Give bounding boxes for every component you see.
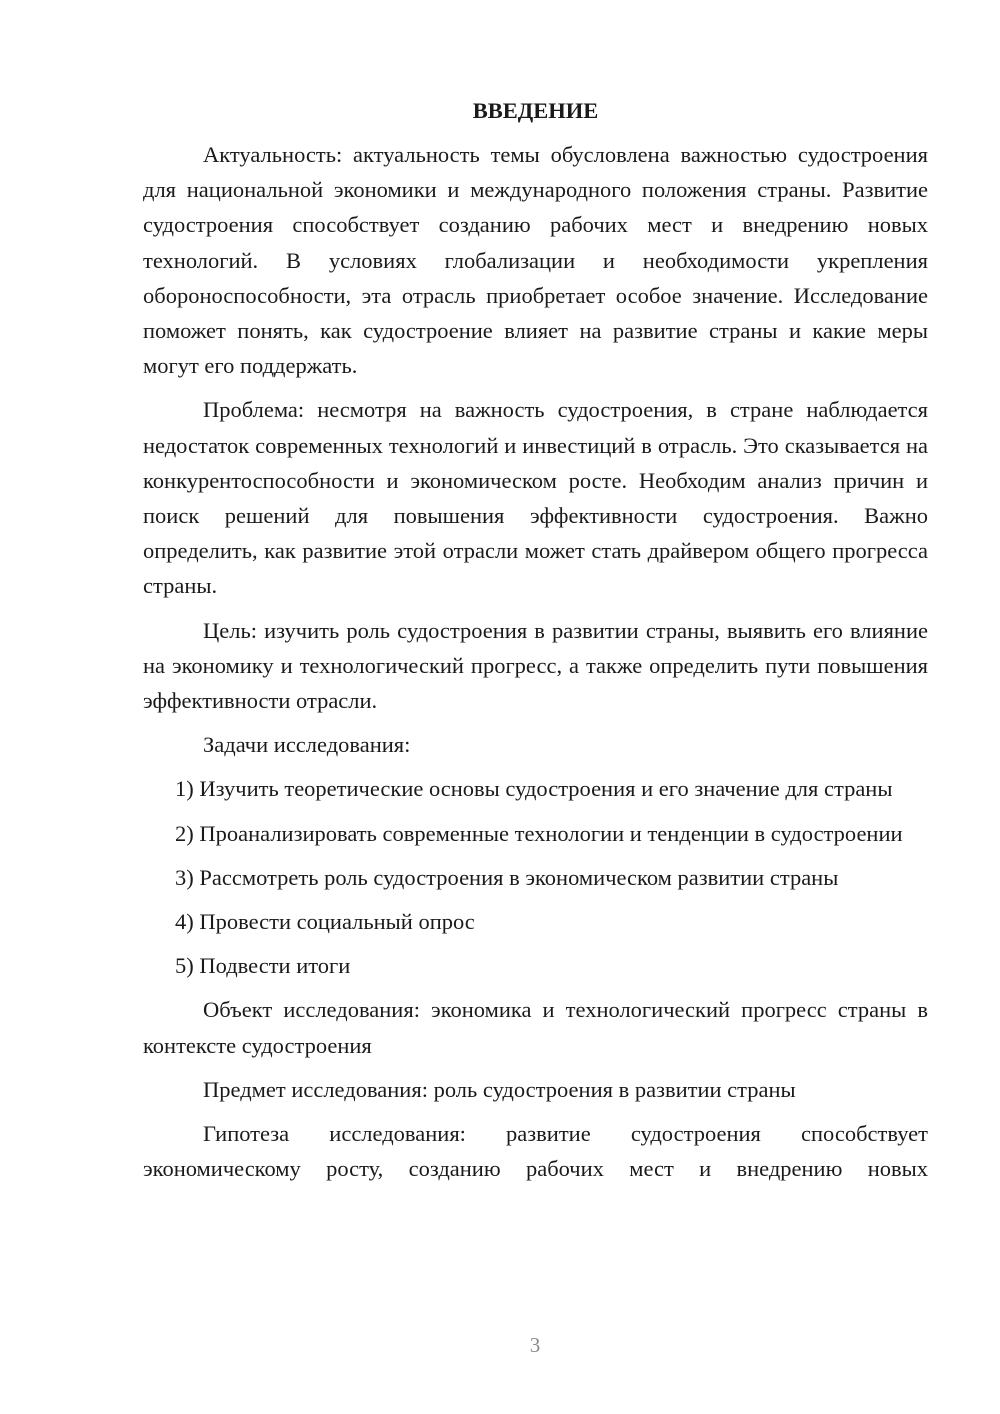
task-item-2: 2) Проанализировать современные технологии и тенденции в судостроении: [175, 820, 903, 846]
paragraph-object: Объект исследования: экономика и технологический прогресс страны в контексте судостроения: [143, 997, 928, 1058]
paragraph-relevance: Актуальность: актуальность темы обусловлена важностью судостроения для национальной экономики и международного положения страны. Развитие судостроения способствует созданию рабочих мест и внедрению новых технологий. В условиях глобализации и необходимости укрепления обороноспособности, эта отрасль приобретает особое значение. Исследование поможет понять, как судостроение влияет на развитие страны и какие меры могут его поддержать.: [143, 142, 928, 379]
task-item-4: 4) Провести социальный опрос: [175, 909, 475, 935]
page-content: [143, 90, 928, 1195]
paragraph-hypothesis: Гипотеза исследования: развитие судостроения способствует экономическому росту, созданию рабочих мест и внедрению новых: [143, 1121, 928, 1182]
task-item-1: 1) Изучить теоретические основы судостроения и его значение для страны: [175, 776, 893, 802]
task-item-5: 5) Подвести итоги: [175, 953, 351, 979]
page-number: 3: [529, 1333, 541, 1357]
paragraph-problem: Проблема: несмотря на важность судостроения, в стране наблюдается недостаток современных технологий и инвестиций в отрасль. Это сказывается на конкурентоспособности и экономическом росте. Необходим анализ причин и поиск решений для повышения эффективности судостроения. Важно определить, как развитие этой отрасли может стать драйвером общего прогресса страны.: [143, 397, 928, 599]
paragraph-tasks-heading: Задачи исследования:: [203, 732, 411, 758]
paragraph-subject: Предмет исследования: роль судостроения в развитии страны: [203, 1076, 796, 1102]
paragraph-goal: Цель: изучить роль судостроения в развитии страны, выявить его влияние на экономику и технологический прогресс, а также определить пути повышения эффективности отрасли.: [143, 617, 928, 714]
section-title: ВВЕДЕНИЕ: [472, 98, 599, 123]
task-item-3: 3) Рассмотреть роль судостроения в экономическом развитии страны: [175, 864, 839, 890]
